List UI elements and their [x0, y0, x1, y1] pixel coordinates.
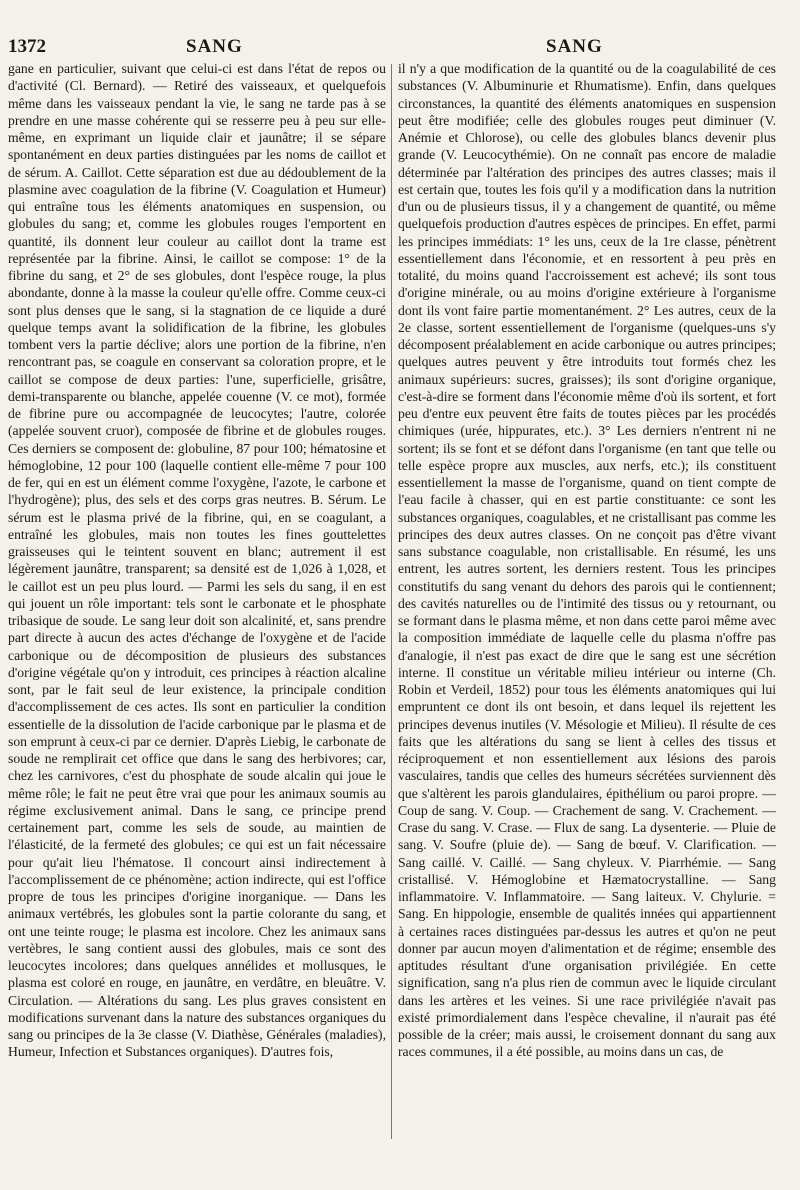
column-right-text: il n'y a que modification de la quantité ou de la coagulabilité de ces substances (V. Albuminurie et Rhumatisme). Enfin, dans quelques circonstances, la quantité des éléments anatomiques en suspension peut être modifiée; celle des globules rouges peut diminuer (V. Anémie et Chlorose), ou celle des globules blancs devenir plus grande (V. Leucocythémie). On ne connaît pas encore de maladie déterminée par l'altération des principes des autres classes; mais il est certain que, toutes les fois qu'il y a modification dans la nutrition d'un ou de plusieurs tissus, il y a changement de quantité, ou même quelquefois production d'autres espèces de principes. En effet, parmi les principes immédiats: 1° les uns, ceux de la 1re classe, pénètrent essentiellement dans l'économie, et en ressortent à peu près en totalité, du moins quand l'accroissement est achevé; ils sont tous d'origine minérale, ou au moins d'origine extérieure à l'organisme dont ils vont faire partie momentanément. 2° Les autres, ceux de la 2e classe, sortent essentiellement de l'organisme (quelques-uns s'y décomposent préalablement en acide carbonique ou autres principes; quelques autres peuvent y être introduits tout formés chez les animaux supérieurs: sucres, graisses); ils sont d'origine organique, c'est-à-dire se forment dans l'économie même d'où ils sortent, et fort peu d'entre eux peuvent être faits de toutes pièces par les procédés chimiques (urée, hippurates, etc.). 3° Les derniers n'entrent ni ne sortent; ils se font et se défont dans l'organisme (en tant que telle ou telle espèce propre aux muscles, aux nerfs, etc.); ils constituent essentiellement la masse de l'organisme, quand on tient compte de l'eau facile à chasser, qui en est partie constituante: ce sont les substances organiques, coagulables, et ne cristallisant pas comme les principes des deux autres classes. On ne conçoit pas d'être vivant sans substance coagulable, non cristallisable. En résumé, les uns entrent, les autres sortent, les derniers restent. Tous les principes constitutifs du sang venant du dehors des parois qui le contiennent; des cavités naturelles ou de l'intimité des tissus ou y retournant, ou se formant dans le plasma même, et non dans cette paroi même avec la composition immédiate de laquelle celle du plasma n'offre pas d'analogie, il n'est pas exact de dire que le sang est une sécrétion interne. Il constitue un véritable milieu intérieur ou interne (Ch. Robin et Verdeil, 1852) pour tous les éléments anatomiques qui lui empruntent ce dont ils ont besoin, et dans lequel ils rejettent les principes devenus inutiles (V. Mésologie et Milieu). Il résulte de ces faits que les altérations du sang se lient à celles des tissus et réciproquement et non essentiellement aux lésions des parois vasculaires, tandis que celles des humeurs sécrétées surviennent dès que s'altèrent les parois glandulaires, épithélium ou paroi propre. — Coup de sang. V. Coup. — Crachement de sang. V. Crachement. — Crase du sang. V. Crase. — Flux de sang. La dysenterie. — Pluie de sang. V. Soufre (pluie de). — Sang de bœuf. V. Clarification. — Sang caillé. V. Caillé. — Sang chyleux. V. Piarrhémie. — Sang cristallisé. V. Hémoglobine et Hæmatocrystalline. — Sang inflammatoire. V. Inflammatoire. — Sang laiteux. V. Chylurie. = Sang. En hippologie, ensemble de qualités innées qui appartiennent à certaines races distinguées par-dessus les autres et qu'on ne peut donner par aucun moyen d'alimentation et de régime; ensemble des aptitudes résultant d'une organisation privilégiée. En cette signification, sang n'a plus rien de commun avec le liquide circulant dans les artères et les veines. Si une race privilégiée n'avait pas existé primordialement dans l'espèce chevaline, il n'aurait pas été possible de la créer; mais aussi, le croisement donnant du sang aux races communes, il a été possible, au moins dans un cas, de [398, 61, 776, 1060]
text-column-left [8, 60, 386, 1145]
running-head-left: SANG [186, 36, 243, 57]
running-head-right: SANG [546, 36, 603, 57]
column-divider [391, 64, 392, 1139]
text-column-right [398, 60, 776, 1145]
column-left-text: gane en particulier, suivant que celui-ci est dans l'état de repos ou d'activité (Cl. Bernard). — Retiré des vaisseaux, et quelquefois même dans les vaisseaux pendant la vie, le sang ne tarde pas à se prendre en une masse cohérente qui se resserre peu à peu sur elle-même, en exprimant un liquide clair et jaunâtre; il se sépare spontanément en deux parties distinguées par les noms de caillot et de sérum. A. Caillot. Cette séparation est due au dédoublement de la plasmine avec coagulation de la fibrine (V. Coagulation et Humeur) qui entraîne tous les éléments anatomiques en suspension, ou globules du sang; et, comme les globules rouges l'emportent en quantité, ils donnent leur couleur au caillot dont la trame est représentée par la fibrine. Ainsi, le caillot se compose: 1° de la fibrine du sang, et 2° de ses globules, dont l'espèce rouge, la plus abondante, donne à la masse la couleur qu'elle offre. Comme ceux-ci sont plus denses que le sang, si la stagnation de ce liquide a duré quelque temps avant la solidification de la fibrine, les globules tombent vers la partie déclive; alors une portion de la fibrine, n'en rencontrant pas, se coagule en conservant sa coloration propre, et le caillot se compose de deux parties: l'une, superficielle, grisâtre, demi-transparente ou blanche, appelée couenne (V. ce mot), formée de fibrine pure ou accompagnée de leucocytes; l'autre, colorée (appelée souvent cruor), composée de fibrine et de globules rouges. Ces derniers se composent de: globuline, 87 pour 100; hématosine et hémoglobine, 12 pour 100 (laquelle contient elle-même 7 pour 100 de fer, qui en est un élément comme l'oxygène, l'azote, le carbone et l'hydrogène); plus, des sels et des corps gras neutres. B. Sérum. Le sérum est le plasma privé de la fibrine, qui, en se coagulant, a entraîné les globules, mais non toutes les fines gouttelettes graisseuses qui le teintent souvent en blanc; autrement il est légèrement jaunâtre, transparent; sa densité est de 1,026 à 1,028, et le caillot est un peu plus lourd. — Parmi les sels du sang, il en est qui jouent un rôle important: tels sont le carbonate et le phosphate tribasique de soude. Le sang leur doit son alcalinité, et, sans prendre part directe à aucun des actes d'échange de l'oxygène et de l'acide carbonique ou de décomposition de plusieurs des substances d'origine végétale qu'on y introduit, ces principes à réaction alcaline sont, par le fait seul de leur existence, la principale condition d'accomplissement de ces actes. Ils sont en particulier la condition essentielle de la dissolution de l'acide carbonique par le plasma et de son emprunt à ceux-ci par ce dernier. D'après Liebig, le carbonate de soude ne remplirait cet office que dans le sang des herbivores; car, chez les carnivores, c'est du phosphate de soude alcalin qui joue le même rôle; le fait ne peut être vrai que pour les animaux soumis au régime exclusivement animal. Dans le sang, ce principe prend certainement part, comme les sels de soude, au maintien de l'élasticité, de la fermeté des globules; ce qui est un fait nécessaire pour qu'ait lieu l'hématose. Il concourt ainsi indirectement à l'accomplissement de ce phénomène; action indirecte, qui est l'office propre de tous les principes d'origine inorganique. — Dans les animaux vertébrés, les globules sont la partie colorante du sang, et ont une teinte rouge; le plasma est incolore. Chez les animaux sans vertèbres, le sang contient aussi des globules, mais ce sont des leucocytes incolores; dans quelques annélides et mollusques, le plasma est coloré en rouge, en jaunâtre, en verdâtre, en bleuâtre. V. Circulation. — Altérations du sang. Les plus graves consistent en modifications survenant dans la nature des substances organiques du sang ou principes de la 3e classe (V. Diathèse, Générales (maladies), Humeur, Infection et Substances organiques). D'autres fois, [8, 61, 386, 1060]
page-number: 1372 [8, 36, 46, 57]
